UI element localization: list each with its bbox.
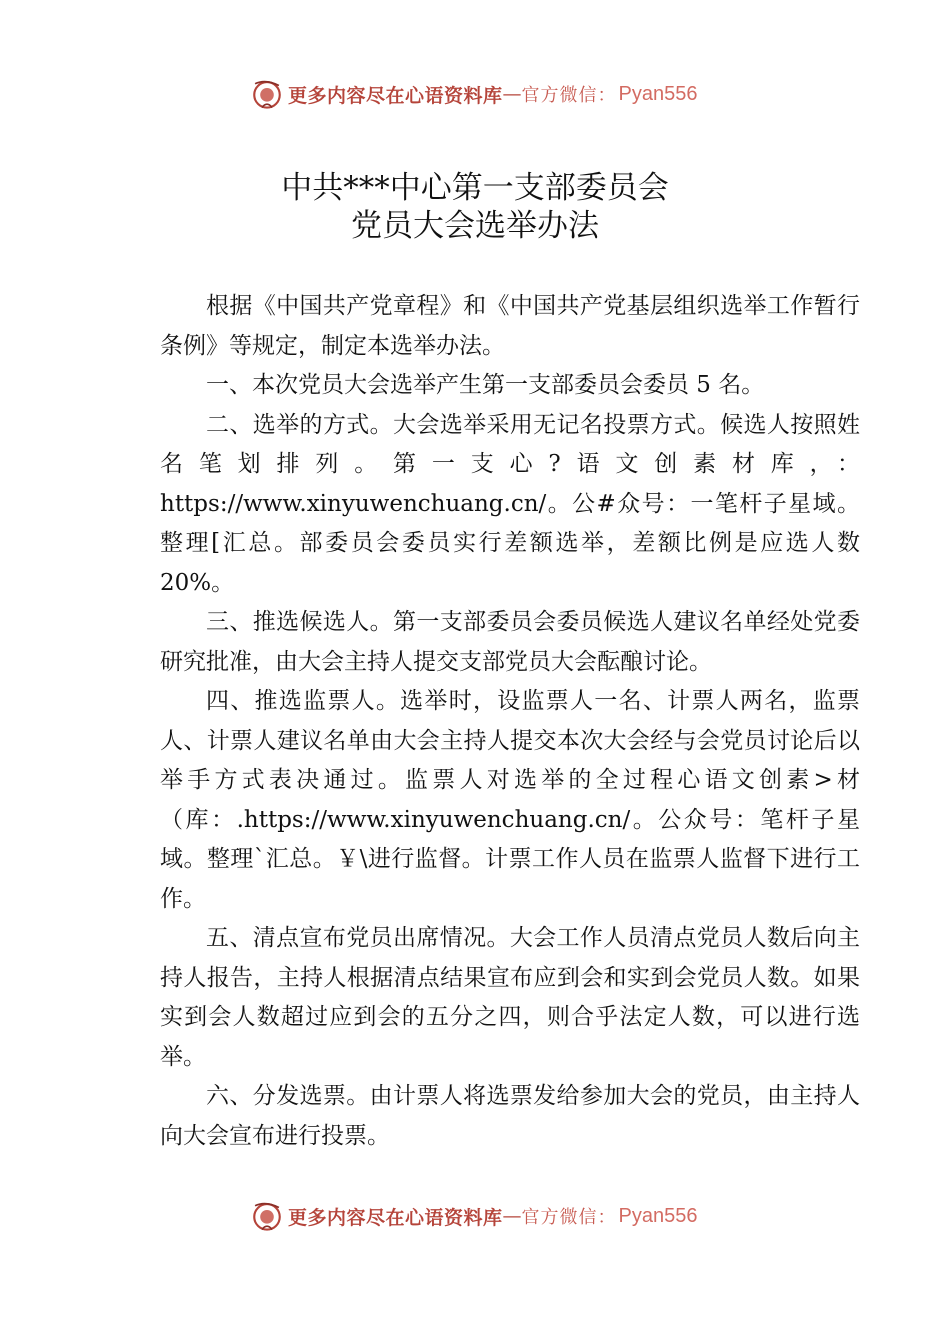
paragraph-1: 一、本次党员大会选举产生第一支部委员会委员 5 名。 <box>206 372 765 398</box>
document-title-line-1: 中共***中心第一支部委员会 <box>281 170 669 206</box>
banner-separator: — <box>502 1205 522 1227</box>
banner-text: 更多内容尽在心语资料库 <box>288 1206 503 1229</box>
paragraph-6: 六、分发选票。由计票人将选票发给参加大会的党员，由主持人向大会宣布进行投票。 <box>160 1083 860 1149</box>
document-body <box>160 287 860 1156</box>
document-title-line-2: 党员大会选举办法 <box>351 208 599 244</box>
banner-wechat-id: Pyan556 <box>618 82 698 105</box>
header-banner <box>250 76 697 112</box>
banner-text: 更多内容尽在心语资料库 <box>288 84 503 107</box>
banner-separator: — <box>502 83 522 105</box>
banner-wechat-label: 官方微信： <box>521 85 617 106</box>
banner-wechat-id: Pyan556 <box>618 1204 698 1227</box>
logo-icon <box>250 1199 284 1233</box>
logo-icon <box>250 77 284 111</box>
paragraph-5: 五、清点宣布党员出席情况。大会工作人员清点党员人数后向主持人报告，主持人根据清点结果宣布应到会和实到会党员人数。如果实到会人数超过应到会的五分之四，则合乎法定人数，可以进行选举。 <box>160 925 860 1070</box>
footer-banner <box>250 1198 697 1234</box>
paragraph-3: 三、推选候选人。第一支部委员会委员候选人建议名单经处党委研究批准，由大会主持人提交支部党员大会酝酿讨论。 <box>160 609 860 675</box>
paragraph-4: 四、推选监票人。选举时，设监票人一名、计票人两名，监票人、计票人建议名单由大会主持人提交本次大会经与会党员讨论后以举手方式表决通过。监票人对选举的全过程心语文创素>材（库：.https://www.xinyuwenchuang.cn/。公众号：笔杆子星域。整理`汇总。￥\进行监督。计票工作人员在监票人监督下进行工作。 <box>160 688 860 912</box>
paragraph-intro: 根据《中国共产党章程》和《中国共产党基层组织选举工作暂行条例》等规定，制定本选举办法。 <box>160 293 860 359</box>
banner-wechat-label: 官方微信： <box>521 1207 617 1228</box>
paragraph-2: 二、选举的方式。大会选举采用无记名投票方式。候选人按照姓名笔划排列。第一支心?语文创素材库，：https://www.xinyuwenchuang.cn/。公#众号：一笔杆子星域。整理[汇总。部委员会委员实行差额选举，差额比例是应选人数20%。 <box>160 411 860 596</box>
